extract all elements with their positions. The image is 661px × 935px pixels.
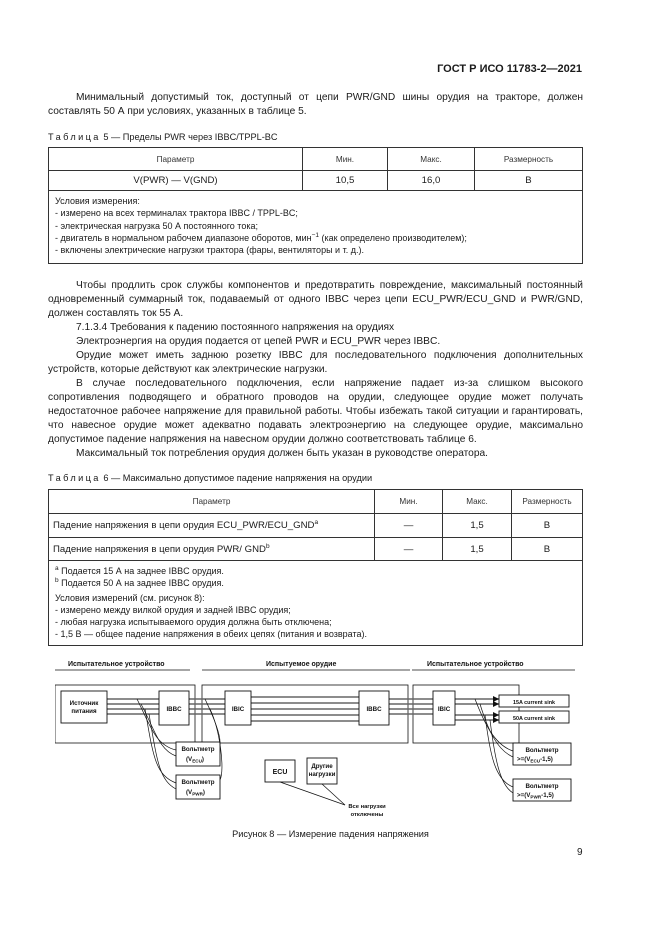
fig-sink-15-label: 15A current sink [512,700,556,706]
fig-off-arrow-ecu [280,782,345,805]
table5-note-0: Условия измерения: [55,196,140,206]
table6-caption-prefix: Таблица [48,473,101,483]
table6-row1-param [49,538,375,561]
page-number: 9 [577,847,583,858]
table6-row1-sup: b [265,542,270,550]
fig-voltmeter-pwr-value: $(V_{PWR})$ [186,789,205,797]
fig-ibbc-mid-label: IBBC [366,706,382,713]
fig-label-test-device-left: Испытательное устройство [68,661,165,668]
table6-row0-max: 1,5 [443,514,512,538]
table6-note-2: - любая нагрузка испытываемого орудия должна быть отключена; [55,617,332,628]
table5-note-4: - включены электрические нагрузки трактора (фары, вентиляторы и т. д.). [55,245,364,256]
table5-header-param: Параметр [49,148,303,171]
table5-caption-prefix: Таблица [48,132,101,142]
fig-off-arrow-other [322,784,345,805]
paragraph-max-current: Чтобы продлить срок службы компонентов и предотвратить повреждение, максимальный постоянный одновременный суммарный ток, подаваемый от одного IBBC через цепи ECU_PWR/ECU_GND и PWR/GND, должен составлять ток 55 А. [48,280,583,319]
fig-v-open: (V [186,789,193,796]
figure-8-caption: Рисунок 8 — Измерение падения напряжения [232,829,429,839]
table5-cell-min: 10,5 [303,171,388,191]
table6-header-unit: Размерность [512,490,583,514]
table6-row1-min: — [375,538,443,561]
table6-row1-unit: В [512,538,583,561]
table6-footnote-b-mark: b [55,577,59,585]
table6-notes [49,561,583,646]
table5 [48,147,583,264]
fig-ge-tail: -1,5) [540,756,553,763]
table6-row0-param [49,514,375,538]
table5-header-max: Макс. [388,148,475,171]
paragraph-min-current: Минимальный допустимый ток, доступный от цепи PWR/GND шины орудия на тракторе, должен составлять 50 А при условиях, указанных в таблице 5. [48,92,583,117]
table6-row1-param-text: Падение напряжения в цепи орудия PWR/ GND [53,543,266,555]
fig-ecu-label: ECU [272,769,288,776]
table6-header-max: Макс. [443,490,512,514]
table6-footnote-a-text: Подается 15 А на заднее IBBC орудия. [61,566,224,576]
fig-voltmeter-pwr-title: Вольтметр [181,779,215,786]
section-heading-7-1-3-4: 7.1.3.4 Требования к падению постоянного напряжения на орудиях [76,322,395,333]
fig-voltmeter-ecu-title: Вольтметр [181,746,215,753]
table6 [48,489,583,646]
fig-v-pwr-sub: PWR [192,791,203,797]
fig-off-line1: Все нагрузки [348,804,386,810]
paragraph-operator-manual: Максимальный ток потребления орудия должен быть указан в руководстве оператора. [76,448,489,459]
fig-label-test-device-right: Испытательное устройство [427,661,524,668]
fig-sink-50-label: 50A current sink [512,716,556,722]
table5-note-3-exp: −1 [311,231,319,239]
table6-note-3: - 1,5 В — общее падение напряжения в обеих цепях (питания и возврата). [55,629,367,640]
fig-off-line2: отключены [350,812,384,818]
paragraph-power-supply: Электроэнергия на орудия подается от цепей PWR и ECU_PWR через IBBC. [76,336,441,347]
fig-ge-tail: -1,5) [541,792,554,799]
fig-v-open: (V [186,756,193,763]
table6-note-0: Условия измерений (см. рисунок 8): [55,592,205,603]
fig-ibbc-left-label: IBBC [166,706,182,713]
fig-ge-pwr-sub: PWR [530,794,542,800]
standard-header: ГОСТ Р ИСО 11783-2—2021 [437,63,582,75]
fig-ge-ecu-title: Вольтметр [525,747,559,754]
table5-note-3-tail: (как определено производителем); [319,232,467,243]
fig-ge-pwr-title: Вольтметр [525,783,559,790]
table6-note-1: - измерено между вилкой орудия и задней IBBC орудия; [55,604,291,615]
table5-note-3-text: - двигатель в нормальном рабочем диапазоне оборотов, мин [55,232,312,243]
table6-row0-sup: a [314,518,319,526]
fig-power-source-box [61,691,107,723]
table5-note-2: - электрическая нагрузка 50 А постоянного тока; [55,220,258,231]
table6-row0-unit: В [512,514,583,538]
fig-ge-open: >=(V [517,756,531,763]
fig-power-source-line1: Источник [69,700,99,707]
fig-ge-open: >=(V [517,792,531,799]
figure-8-diagram [55,655,585,827]
fig-other-loads-line1: Другие [311,763,333,770]
table5-cell-param: V(PWR) — V(GND) [49,171,303,191]
table6-footnote-a [55,565,576,577]
paragraph-rear-socket: Орудие может иметь заднюю розетку IBBC для последовательного подключения дополнительных устройств, которые действуют как электрические нагрузки. [48,350,583,375]
fig-ibic-right-label: IBIC [437,706,451,713]
fig-other-loads-line2: нагрузки [308,771,336,778]
table6-row [49,514,583,538]
fig-label-tested-implement: Испытуемое орудие [266,661,337,668]
paragraph-series-connection: В случае последовательного подключения, если напряжение падает из-за слишком высокого сопротивления подводящего и обратного проводов на орудии, следующее орудие может получать недостаточное рабочее напряжение для правильной работы. Чтобы избежать такой ситуации и гарантировать, что навесное орудие может адекватно подавать электроэнергию на следующее орудие, максимально допустимое падение напряжения на навесном орудии должно соответствовать таблице 6. [48,378,583,445]
fig-ibic-mid-label: IBIC [231,706,245,713]
table6-caption-text: 6 — Максимально допустимое падение напряжения на орудии [103,473,373,483]
table5-caption [48,132,278,142]
fig-voltmeter-ecu-value: $(V_{ECU})$ [186,756,204,764]
table6-footnote-b [55,577,576,589]
fig-power-source-line2: питания [71,708,97,715]
table5-notes [49,191,583,264]
table6-header-min: Мин. [375,490,443,514]
table5-cell-unit: В [475,171,583,191]
table5-note-1: - измерено на всех терминалах трактора IBBC / TPPL-BC; [55,208,298,219]
table6-caption [48,473,372,483]
table5-header-unit: Размерность [475,148,583,171]
table6-row1-max: 1,5 [443,538,512,561]
fig-v-ecu-sub: ECU [192,758,202,764]
table6-footnote-b-text: Подается 50 А на заднее IBBC орудия. [61,578,224,589]
table6-header-param: Параметр [49,490,375,514]
table6-row0-param-text: Падение напряжения в цепи орудия ECU_PWR/ECU_GND [53,520,315,531]
table5-cell-max: 16,0 [388,171,475,191]
table5-header-min: Мин. [303,148,388,171]
table6-footnote-a-mark: a [55,565,59,572]
table6-row0-min: — [375,514,443,538]
table5-note-3 [55,232,576,244]
table5-caption-text: 5 — Пределы PWR через IBBC/TPPL-BC [103,132,278,142]
fig-ge-ecu-sub: ECU [530,758,541,764]
table6-row [49,538,583,561]
